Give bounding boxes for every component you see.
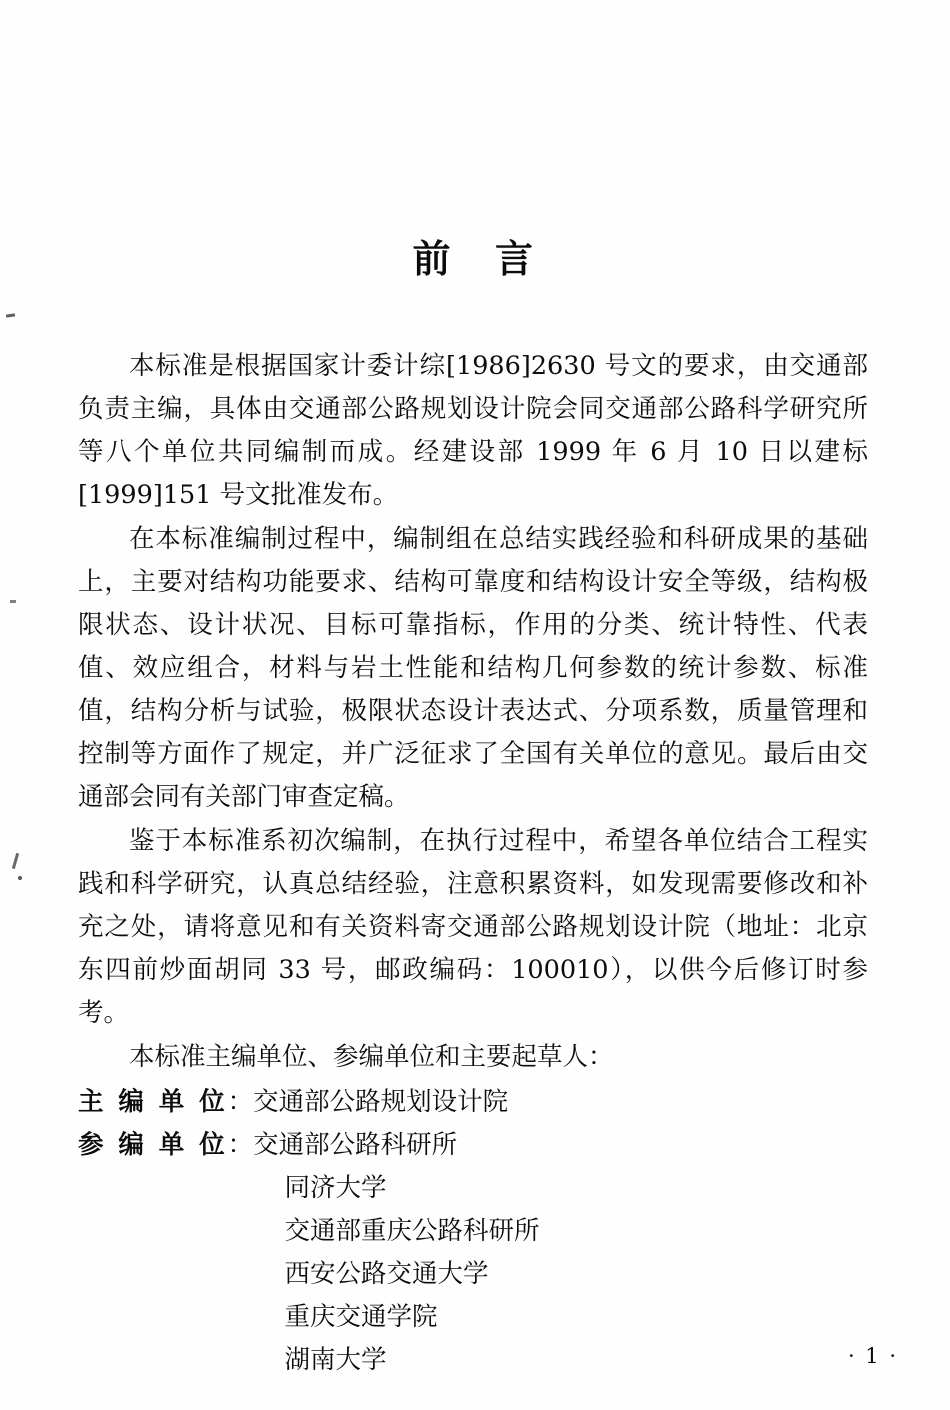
page-number: · 1 · [847, 1344, 898, 1368]
signature-block [78, 1081, 868, 1382]
co-editor-unit-value: ：交通部公路科研所 [227, 1130, 458, 1160]
foreword-body [78, 345, 868, 1382]
scan-artifact-mark [18, 876, 22, 880]
co-editor-unit-item [78, 1253, 868, 1296]
co-editor-unit-item-label: 交通部重庆公路科研所 [284, 1216, 540, 1246]
chief-editor-unit-line [78, 1081, 868, 1124]
paragraph-1: 本标准是根据国家计委计综[1986]2630 号文的要求，由交通部负责主编，具体由交通部公路规划设计院会同交通部公路科学研究所等八个单位共同编制而成。经建设部 1999 年 6 月 10 日以建标[1999]151 号文批准发布。 [78, 351, 868, 510]
co-editor-unit-item [78, 1210, 868, 1253]
co-editor-unit-item [78, 1296, 868, 1339]
paragraph-2: 在本标准编制过程中，编制组在总结实践经验和科研成果的基础上，主要对结构功能要求、结构可靠度和结构设计安全等级，结构极限状态、设计状况、目标可靠指标，作用的分类、统计特性、代表值、效应组合，材料与岩土性能和结构几何参数的统计参数、标准值，结构分析与试验，极限状态设计表达式、分项系数，质量管理和控制等方面作了规定，并广泛征求了全国有关单位的意见。最后由交通部会同有关部门审查定稿。 [78, 524, 868, 812]
paragraph-4: 本标准主编单位、参编单位和主要起草人： [129, 1042, 614, 1072]
co-editor-unit-item-label: 同济大学 [284, 1173, 387, 1203]
co-editor-unit-item-label: 湖南大学 [284, 1345, 387, 1375]
page-title-first: 前 [412, 236, 451, 281]
page-title-second: 言 [495, 236, 534, 281]
page-title [78, 228, 868, 283]
co-editor-unit-item-label: 西安公路交通大学 [284, 1259, 489, 1289]
paragraph-3: 鉴于本标准系初次编制，在执行过程中，希望各单位结合工程实践和科学研究，认真总结经验，注意积累资料，如发现需要修改和补充之处，请将意见和有关资料寄交通部公路规划设计院（地址：北京东四前炒面胡同 33 号，邮政编码：100010），以供今后修订时参考。 [78, 826, 868, 1028]
co-editor-unit-item-label: 重庆交通学院 [284, 1302, 438, 1332]
co-editor-unit-item [78, 1339, 868, 1382]
chief-editor-unit-label: 主 编 单 位 [78, 1087, 228, 1117]
chief-editor-unit-value: ：交通部公路规划设计院 [227, 1087, 509, 1117]
scan-artifact-mark [12, 853, 19, 869]
co-editor-unit-item [78, 1167, 868, 1210]
page-content [78, 0, 868, 1410]
co-editor-unit-line [78, 1124, 868, 1167]
co-editor-unit-label: 参 编 单 位 [78, 1130, 228, 1160]
scan-artifact-mark [6, 313, 15, 317]
scan-artifact-mark [10, 600, 16, 603]
